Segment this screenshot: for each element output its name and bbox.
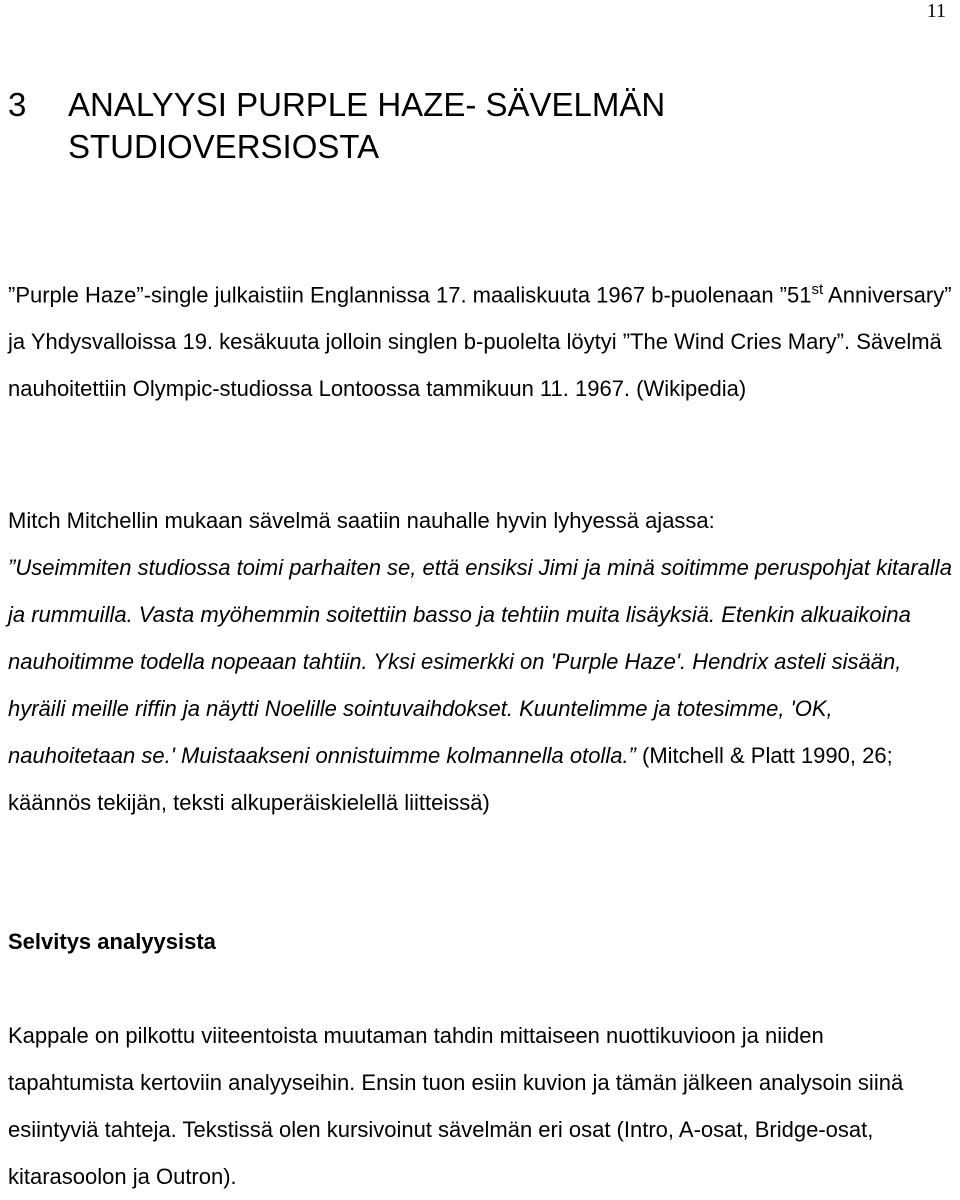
intro-paragraph <box>8 266 953 412</box>
quote-lead: Mitch Mitchellin mukaan sävelmä saatiin nauhalle hyvin lyhyessä ajassa: <box>8 508 715 533</box>
section-body: Kappale on pilkottu viiteentoista muutaman tahdin mittaiseen nuottikuvioon ja niiden tapahtumista kertoviin analyyseihin. Ensin tuon esiin kuvion ja tämän jälkeen analysoin siinä esiintyviä tahteja. Tekstissä olen kursivoinut sävelmän eri osat (Intro, A-osat, Bridge-osat, kitarasoolon ja Outron). <box>8 1023 904 1189</box>
page-number: 11 <box>926 0 946 22</box>
section-heading: Selvitys analyysista <box>8 929 216 954</box>
intro-superscript: st <box>811 281 824 298</box>
chapter-title: ANALYYSI PURPLE HAZE- SÄVELMÄN STUDIOVERSIOSTA <box>68 86 666 165</box>
quote-text: ”Useimmiten studiossa toimi parhaiten se, että ensiksi Jimi ja minä soitimme peruspohjat kitaralla ja rummuilla. Vasta myöhemmin soitettiin basso ja tehtiin muita lisäyksiä. Etenkin alkuaikoina nauhoitimme todella nopeaan tahtiin. Yksi esimerkki on 'Purple Haze'. Hendrix asteli sisään, hyräili meille riffin ja näytti Noelille sointuvaihdokset. Kuuntelimme ja totesimme, 'OK, nauhoitetaan se.' Muistaakseni onnistuimme kolmannella otolla.” <box>8 555 952 768</box>
chapter-number: 3 <box>8 86 27 123</box>
chapter-heading <box>8 84 908 168</box>
quote-citation: (Mitchell & Platt 1990, 26; käännös tekijän, teksti alkuperäiskielellä liitteissä) <box>8 743 893 815</box>
intro-text-a: ”Purple Haze”-single julkaistiin Englannissa 17. maaliskuuta 1967 b-puolenaan ”51 <box>8 282 812 308</box>
quote-paragraph <box>8 497 953 826</box>
intro-text-b: Anniversary” ja Yhdysvalloissa 19. kesäkuuta jolloin singlen b-puolelta löytyi ”The Wind Cries Mary”. Sävelmä nauhoitettiin Olympic-studiossa Lontoossa tammikuun 11. 1967. (Wikipedia) <box>8 282 952 402</box>
